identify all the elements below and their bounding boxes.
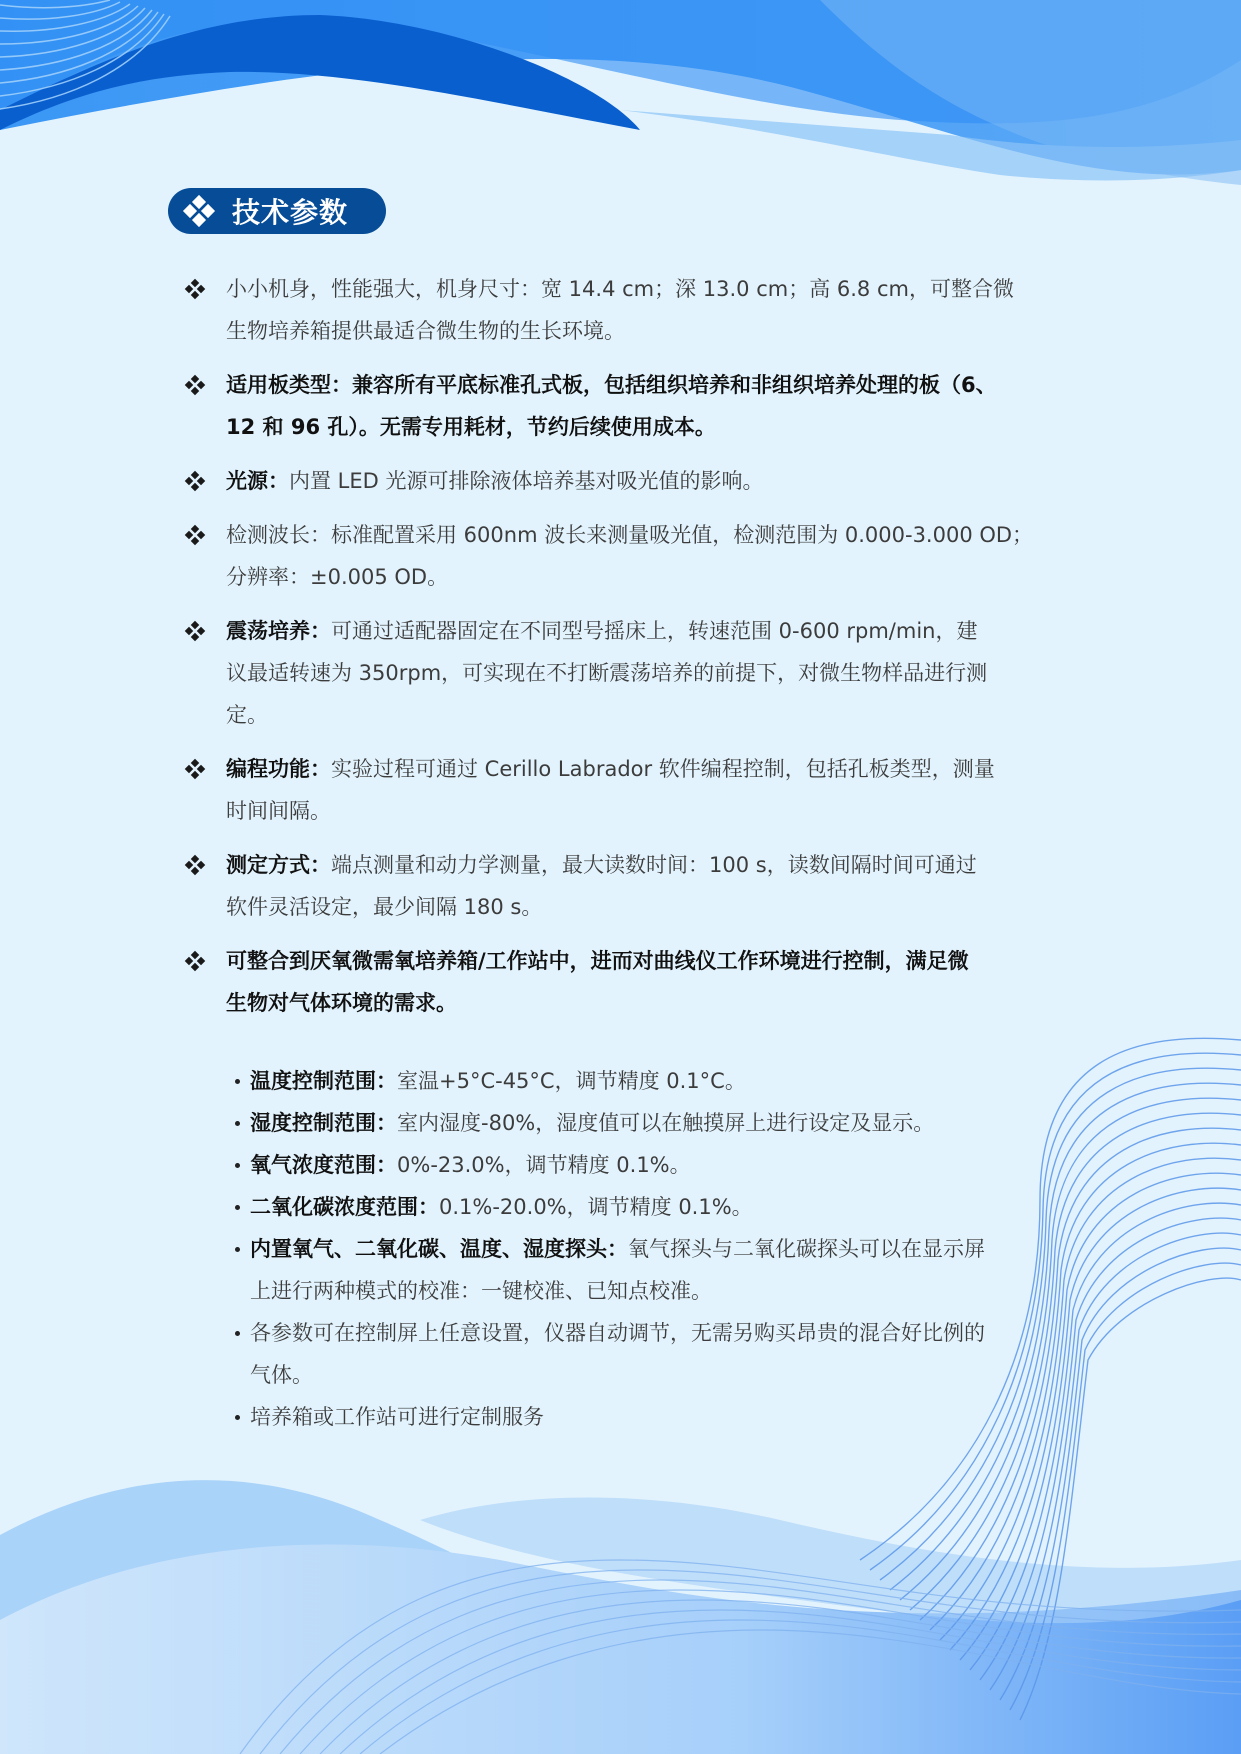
sub-item-humidity — [232, 1102, 1052, 1144]
spec-text: 12 和 96 孔）。无需专用耗材，节约后续使用成本。 — [226, 415, 716, 439]
bullet-dot-icon — [235, 1079, 240, 1084]
diamond-bullet-icon — [186, 376, 204, 394]
spec-text: 可通过适配器固定在不同型号摇床上，转速范围 0-600 rpm/min，建 — [331, 619, 978, 643]
sub-text: 氧气探头与二氧化碳探头可以在显示屏 — [628, 1237, 985, 1261]
sub-text: 培养箱或工作站可进行定制服务 — [250, 1405, 544, 1429]
sub-text: 气体。 — [250, 1363, 313, 1387]
diamond-bullet-icon — [186, 472, 204, 490]
spec-item-plate-type — [186, 364, 1046, 448]
spec-item-light-source — [186, 460, 1046, 502]
sub-label: 二氧化碳浓度范围： — [250, 1195, 439, 1219]
spec-item-integration — [186, 940, 1046, 1024]
diamond-cluster-icon — [184, 196, 214, 226]
section-title: 技术参数 — [232, 196, 349, 229]
spec-label: 适用板类型： — [226, 373, 352, 397]
sub-item-oxygen — [232, 1144, 1052, 1186]
spec-text: 定。 — [226, 703, 268, 727]
sub-item-probes — [232, 1228, 1052, 1312]
spec-text: 小小机身，性能强大，机身尺寸：宽 14.4 cm；深 13.0 cm；高 6.8 cm，可整合微 — [226, 277, 1014, 301]
bullet-dot-icon — [235, 1331, 240, 1336]
sub-text: 0.1%-20.0%，调节精度 0.1%。 — [439, 1195, 753, 1219]
sub-label: 内置氧气、二氧化碳、温度、湿度探头： — [250, 1237, 628, 1261]
sub-item-custom-service — [232, 1396, 1052, 1438]
spec-item-wavelength — [186, 514, 1046, 598]
spec-label: 光源： — [226, 469, 289, 493]
sub-item-co2 — [232, 1186, 1052, 1228]
bullet-dot-icon — [235, 1247, 240, 1252]
spec-list — [186, 268, 1046, 1024]
spec-text: 分辨率：±0.005 OD。 — [226, 565, 449, 589]
spec-text: 检测波长：标准配置采用 600nm 波长来测量吸光值，检测范围为 0.000-3.000 OD； — [226, 523, 1034, 547]
sub-text: 室内湿度-80%，湿度值可以在触摸屏上进行设定及显示。 — [397, 1111, 935, 1135]
spec-text: 实验过程可通过 Cerillo Labrador 软件编程控制，包括孔板类型，测量 — [331, 757, 995, 781]
spec-label: 编程功能： — [226, 757, 331, 781]
spec-item-programming — [186, 748, 1046, 832]
spec-item-measurement — [186, 844, 1046, 928]
spec-text: 生物培养箱提供最适合微生物的生长环境。 — [226, 319, 625, 343]
sub-text: 室温+5°C-45°C，调节精度 0.1°C。 — [397, 1069, 746, 1093]
spec-text: 兼容所有平底标准孔式板，包括组织培养和非组织培养处理的板（6、 — [352, 373, 997, 397]
diamond-bullet-icon — [186, 526, 204, 544]
sub-item-parameters — [232, 1312, 1052, 1396]
spec-text: 可整合到厌氧微需氧培养箱/工作站中，进而对曲线仪工作环境进行控制，满足微 — [226, 949, 969, 973]
sub-text: 各参数可在控制屏上任意设置，仪器自动调节，无需另购买昂贵的混合好比例的 — [250, 1321, 985, 1345]
section-header-badge — [168, 188, 386, 234]
spec-text: 软件灵活设定，最少间隔 180 s。 — [226, 895, 543, 919]
spec-text: 端点测量和动力学测量，最大读数时间：100 s，读数间隔时间可通过 — [331, 853, 977, 877]
spec-item-size — [186, 268, 1046, 352]
incubator-sub-list — [232, 1060, 1052, 1438]
bullet-dot-icon — [235, 1205, 240, 1210]
sub-text: 0%-23.0%，调节精度 0.1%。 — [397, 1153, 691, 1177]
spec-label: 测定方式： — [226, 853, 331, 877]
diamond-bullet-icon — [186, 622, 204, 640]
sub-item-temperature — [232, 1060, 1052, 1102]
sub-label: 湿度控制范围： — [250, 1111, 397, 1135]
bullet-dot-icon — [235, 1415, 240, 1420]
sub-text: 上进行两种模式的校准：一键校准、已知点校准。 — [250, 1279, 712, 1303]
bullet-dot-icon — [235, 1121, 240, 1126]
spec-text: 内置 LED 光源可排除液体培养基对吸光值的影响。 — [289, 469, 764, 493]
diamond-bullet-icon — [186, 280, 204, 298]
diamond-bullet-icon — [186, 760, 204, 778]
sub-label: 氧气浓度范围： — [250, 1153, 397, 1177]
spec-text: 议最适转速为 350rpm，可实现在不打断震荡培养的前提下，对微生物样品进行测 — [226, 661, 988, 685]
spec-label: 震荡培养： — [226, 619, 331, 643]
diamond-bullet-icon — [186, 952, 204, 970]
spec-text: 生物对气体环境的需求。 — [226, 991, 457, 1015]
spec-text: 时间间隔。 — [226, 799, 331, 823]
sub-label: 温度控制范围： — [250, 1069, 397, 1093]
diamond-bullet-icon — [186, 856, 204, 874]
spec-item-shaking — [186, 610, 1046, 736]
bullet-dot-icon — [235, 1163, 240, 1168]
